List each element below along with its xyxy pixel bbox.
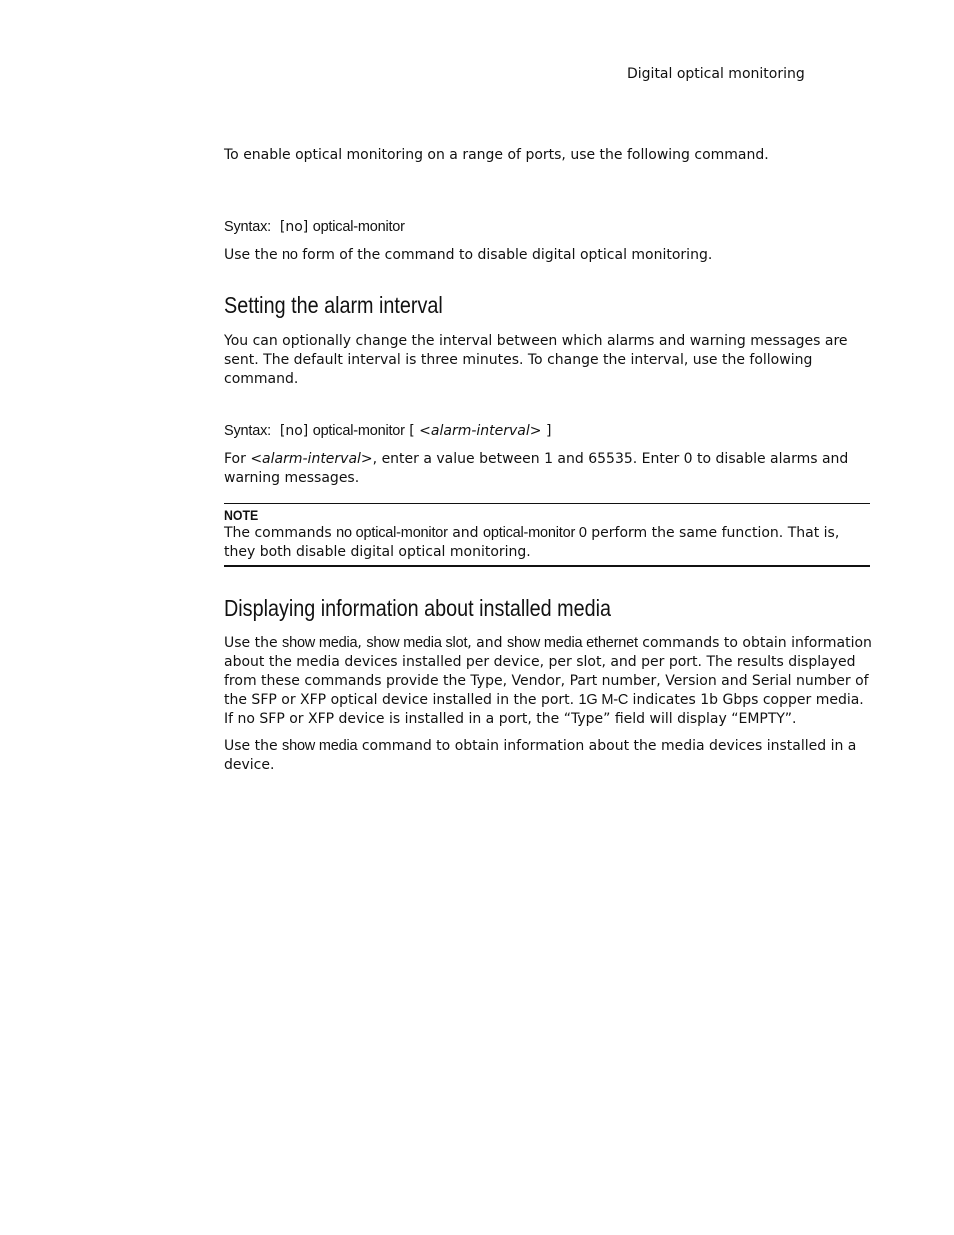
text: Use the: [224, 247, 283, 263]
note-command-2: optical-monitor 0: [483, 525, 587, 541]
intro-paragraph: To enable optical monitoring on a range of ports, use the following command.: [224, 147, 769, 163]
alarm-interval-paragraph: You can optionally change the interval between which alarms and warning messages are sent. The default interval is three minutes. To change the interval, use the following command.: [224, 333, 848, 387]
syntax-alarm-interval: [224, 422, 551, 441]
installed-media-paragraph: [224, 634, 874, 729]
syntax-no-option: [no]: [279, 219, 309, 235]
text: indicates 1b Gbps copper media. If no SFP or XFP device is installed in a port, the “Type” field will display “EMPTY”.: [224, 692, 864, 727]
note-text: [224, 524, 870, 562]
syntax-no-option: [no]: [279, 423, 309, 439]
section-heading-installed-media: Displaying information about installed media: [224, 595, 612, 621]
syntax-label: Syntax:: [224, 423, 271, 439]
section-heading-alarm-interval: Setting the alarm interval: [224, 292, 443, 318]
text: , enter a value between 1 and 65535. Enter 0 to disable alarms and warning messages.: [224, 451, 849, 486]
syntax-optical-monitor: [224, 218, 405, 237]
text: For: [224, 451, 251, 467]
text: ,: [357, 635, 367, 651]
text: command to obtain information about the media devices installed in a device.: [224, 738, 857, 773]
bracket-close: ]: [541, 423, 552, 439]
syntax-command: optical-monitor: [312, 423, 405, 439]
show-media-paragraph: [224, 737, 874, 775]
running-head: Digital optical monitoring: [627, 66, 805, 82]
bracket-open: [: [404, 423, 420, 439]
note-top-rule: [224, 503, 870, 504]
text: , and: [467, 635, 507, 651]
syntax-command: optical-monitor: [312, 219, 405, 235]
text: and: [447, 525, 484, 541]
note-command-1: no optical-monitor: [336, 525, 448, 541]
text: form of the command to disable digital optical monitoring.: [297, 247, 713, 263]
note-label: NOTE: [224, 507, 259, 523]
alarm-interval-param-paragraph: [224, 450, 874, 488]
media-type-code: 1G M-C: [578, 692, 629, 708]
command-show-media: show media: [282, 635, 358, 651]
syntax-label: Syntax:: [224, 219, 271, 235]
parameter: <alarm-interval>: [250, 451, 373, 467]
command-show-media-ethernet: show media ethernet: [506, 635, 638, 651]
text: Use the: [224, 635, 283, 651]
text: perform the same function. That is, they both disable digital optical monitoring.: [224, 525, 840, 560]
no-keyword: no: [282, 247, 298, 263]
note-bottom-rule: [224, 565, 870, 567]
no-form-paragraph: [224, 246, 874, 265]
syntax-parameter: <alarm-interval>: [419, 423, 542, 439]
text: The commands: [224, 525, 337, 541]
text: Use the: [224, 738, 283, 754]
command-show-media: show media: [282, 738, 358, 754]
command-show-media-slot: show media slot: [366, 635, 468, 651]
text: commands to obtain information about the media devices installed per device, per slot, and per port. The results displayed from these commands provide the Type, Vendor, Part number, Version and Serial number of the SFP or XFP optical device installed in the port.: [224, 635, 872, 708]
